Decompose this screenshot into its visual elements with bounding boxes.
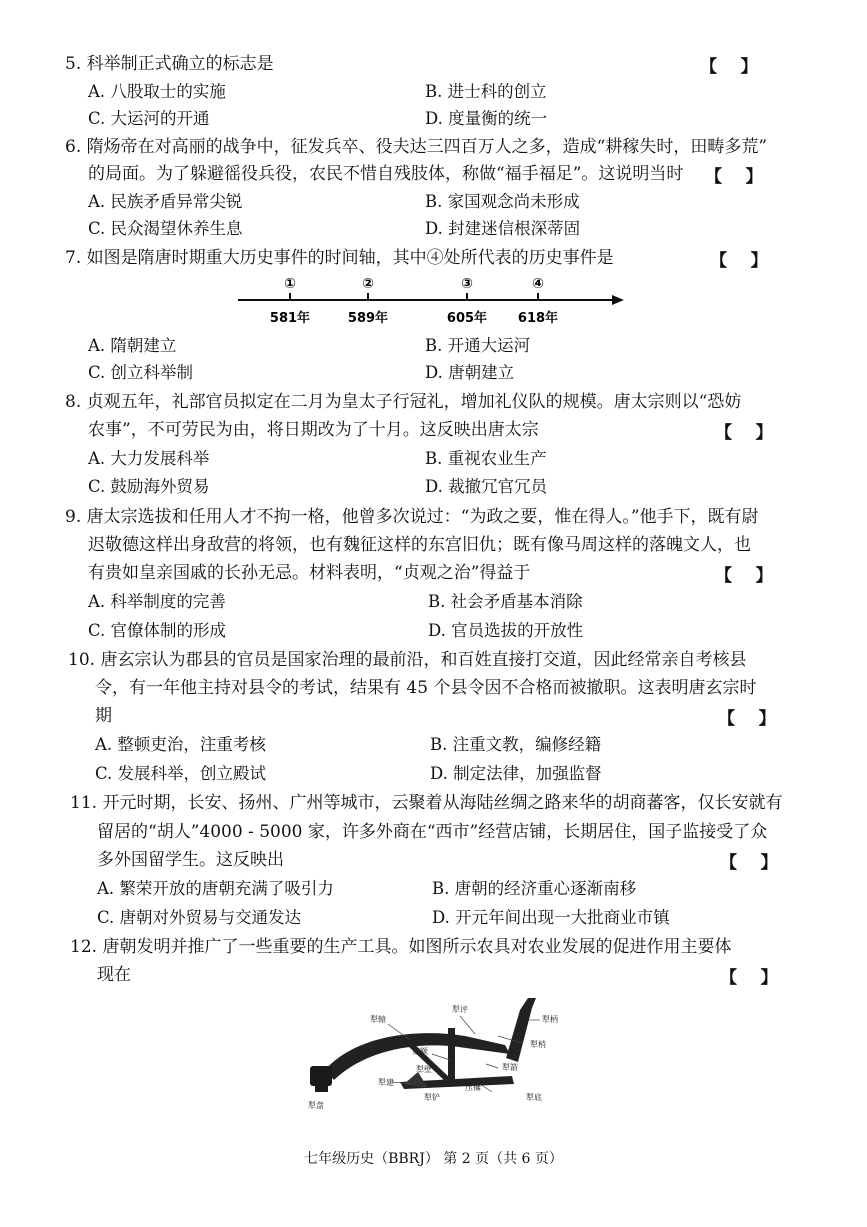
q7-option-d[interactable]: D. 唐朝建立 bbox=[425, 363, 515, 382]
q7-timeline bbox=[230, 272, 630, 328]
q5-option-d[interactable]: D. 度量衡的统一 bbox=[425, 109, 548, 128]
plow-label-2: 犁柄 bbox=[542, 1015, 558, 1024]
timeline-arrowhead bbox=[612, 295, 624, 305]
page-footer: 七年级历史（BBRJ） 第 2 页（共 6 页） bbox=[304, 1151, 563, 1167]
q9-stem-line1: 9. 唐太宗选拔和任用人才不拘一格，他曾多次说过：“为政之要，惟在得人。”他手下，既有尉 bbox=[65, 507, 759, 527]
q11-answer-bracket[interactable]: 【 】 bbox=[720, 853, 778, 873]
plow-label-9: 犁壁 bbox=[416, 1065, 432, 1074]
plow-label-3: 犁辕 bbox=[370, 1015, 386, 1024]
plow-label-12: 犁盘 bbox=[308, 1101, 324, 1110]
q7-option-b[interactable]: B. 开通大运河 bbox=[425, 336, 531, 355]
q7-stem: 7. 如图是隋唐时期重大历史事件的时间轴，其中④处所代表的历史事件是 bbox=[65, 248, 614, 268]
q9-option-d[interactable]: D. 官员选拔的开放性 bbox=[428, 621, 584, 640]
q9-option-a[interactable]: A. 科举制度的完善 bbox=[88, 592, 226, 611]
plow-label-8: 犁建 bbox=[378, 1078, 394, 1087]
q12-stem-line2: 现在 bbox=[97, 965, 131, 985]
timeline-year-3: 605年 bbox=[446, 311, 488, 326]
q8-answer-bracket[interactable]: 【 】 bbox=[715, 423, 773, 443]
q10-option-d[interactable]: D. 制定法律，加强监督 bbox=[430, 764, 602, 783]
q10-answer-bracket[interactable]: 【 】 bbox=[718, 709, 776, 729]
q5-option-c[interactable]: C. 大运河的开通 bbox=[88, 109, 210, 128]
q8-option-a[interactable]: A. 大力发展科举 bbox=[88, 449, 210, 468]
q12-answer-bracket[interactable]: 【 】 bbox=[720, 968, 778, 988]
q7-answer-bracket[interactable]: 【 】 bbox=[710, 251, 768, 271]
plow-label-5: 压镵 bbox=[465, 1083, 481, 1092]
q10-option-c[interactable]: C. 发展科举，创立殿试 bbox=[95, 764, 267, 783]
plow-label-6: 犁梢 bbox=[530, 1040, 546, 1049]
timeline-year-4: 618年 bbox=[517, 311, 559, 326]
q6-option-b[interactable]: B. 家国观念尚未形成 bbox=[425, 192, 580, 211]
q8-option-b[interactable]: B. 重视农业生产 bbox=[425, 449, 547, 468]
q10-option-a[interactable]: A. 整顿吏治，注重考核 bbox=[95, 735, 266, 754]
q11-stem-line3: 多外国留学生。这反映出 bbox=[97, 850, 284, 870]
q8-stem-line2: 农事”，不可劳民为由，将日期改为了十月。这反映出唐太宗 bbox=[88, 420, 539, 440]
timeline-year-2: 589年 bbox=[347, 311, 389, 326]
q11-stem-line2: 留居的“胡人”4000 - 5000 家，许多外商在“西市”经营店铺，长期居住，国子监接受了众 bbox=[97, 822, 768, 842]
q6-option-d[interactable]: D. 封建迷信根深蒂固 bbox=[425, 219, 581, 238]
plow-label-7: 策额 bbox=[412, 1047, 428, 1056]
q8-option-c[interactable]: C. 鼓励海外贸易 bbox=[88, 477, 210, 496]
q5-stem: 5. 科举制正式确立的标志是 bbox=[65, 54, 274, 74]
q6-stem-line1: 6. 隋炀帝在对高丽的战争中，征发兵卒、役夫达三四百万人之多，造成“耕稼失时，田畴多荒” bbox=[65, 137, 768, 157]
q7-option-a[interactable]: A. 隋朝建立 bbox=[88, 336, 177, 355]
q10-stem-line2: 令，有一年他主持对县令的考试，结果有 45 个县令因不合格而被撤职。这表明唐玄宗时 bbox=[95, 678, 757, 698]
q10-stem-line3: 期 bbox=[95, 706, 112, 726]
q5-answer-bracket[interactable]: 【 】 bbox=[700, 57, 758, 77]
q12-stem-line1: 12. 唐朝发明并推广了一些重要的生产工具。如图所示农具对农业发展的促进作用主要体 bbox=[70, 937, 732, 957]
curved-shaft-plow-diagram bbox=[300, 988, 600, 1118]
q9-option-c[interactable]: C. 官僚体制的形成 bbox=[88, 621, 227, 640]
q11-option-d[interactable]: D. 开元年间出现一大批商业市镇 bbox=[432, 908, 670, 927]
q6-option-a[interactable]: A. 民族矛盾异常尖锐 bbox=[88, 192, 243, 211]
q7-option-c[interactable]: C. 创立科举制 bbox=[88, 363, 194, 382]
q5-option-a[interactable]: A. 八股取士的实施 bbox=[88, 82, 226, 101]
q8-option-d[interactable]: D. 裁撤冗官冗员 bbox=[425, 477, 548, 496]
timeline-marker-2: ② bbox=[362, 276, 374, 292]
q9-option-b[interactable]: B. 社会矛盾基本消除 bbox=[428, 592, 583, 611]
plow-label-11: 犁铲 bbox=[424, 1093, 440, 1102]
q6-option-c[interactable]: C. 民众渴望休养生息 bbox=[88, 219, 243, 238]
q8-stem-line1: 8. 贞观五年，礼部官员拟定在二月为皇太子行冠礼，增加礼仪队的规模。唐太宗则以“恐妨 bbox=[65, 392, 742, 412]
plow-label-4: 犁箭 bbox=[502, 1063, 518, 1072]
q11-option-a[interactable]: A. 繁荣开放的唐朝充满了吸引力 bbox=[97, 879, 334, 898]
timeline-marker-1: ① bbox=[284, 276, 296, 292]
q9-stem-line2: 迟敬德这样出身敌营的将领，也有魏征这样的东宫旧仇；既有像马周这样的落魄文人，也 bbox=[88, 535, 751, 555]
q5-option-b[interactable]: B. 进士科的创立 bbox=[425, 82, 547, 101]
q9-answer-bracket[interactable]: 【 】 bbox=[715, 566, 773, 586]
timeline-year-1: 581年 bbox=[269, 311, 311, 326]
q11-option-b[interactable]: B. 唐朝的经济重心逐渐南移 bbox=[432, 879, 637, 898]
timeline-marker-4: ④ bbox=[532, 276, 544, 292]
timeline-marker-3: ③ bbox=[461, 276, 473, 292]
plow-label-10: 犁底 bbox=[526, 1093, 542, 1102]
q10-stem-line1: 10. 唐玄宗认为郡县的官员是国家治理的最前沿，和百姓直接打交道，因此经常亲自考核县 bbox=[68, 650, 747, 670]
q6-answer-bracket[interactable]: 【 】 bbox=[705, 167, 763, 187]
q9-stem-line3: 有贵如皇亲国戚的长孙无忌。材料表明，“贞观之治”得益于 bbox=[88, 563, 531, 583]
plow-label-1: 犁评 bbox=[452, 1005, 468, 1014]
q11-stem-line1: 11. 开元时期，长安、扬州、广州等城市，云聚着从海陆丝绸之路来华的胡商蕃客，仅长安就有 bbox=[70, 793, 783, 813]
q11-option-c[interactable]: C. 唐朝对外贸易与交通发达 bbox=[97, 908, 302, 927]
plow-handle bbox=[506, 998, 536, 1062]
q6-stem-line2: 的局面。为了躲避徭役兵役，农民不惜自残肢体，称做“福手福足”。这说明当时 bbox=[88, 164, 684, 184]
q10-option-b[interactable]: B. 注重文教，编修经籍 bbox=[430, 735, 602, 754]
